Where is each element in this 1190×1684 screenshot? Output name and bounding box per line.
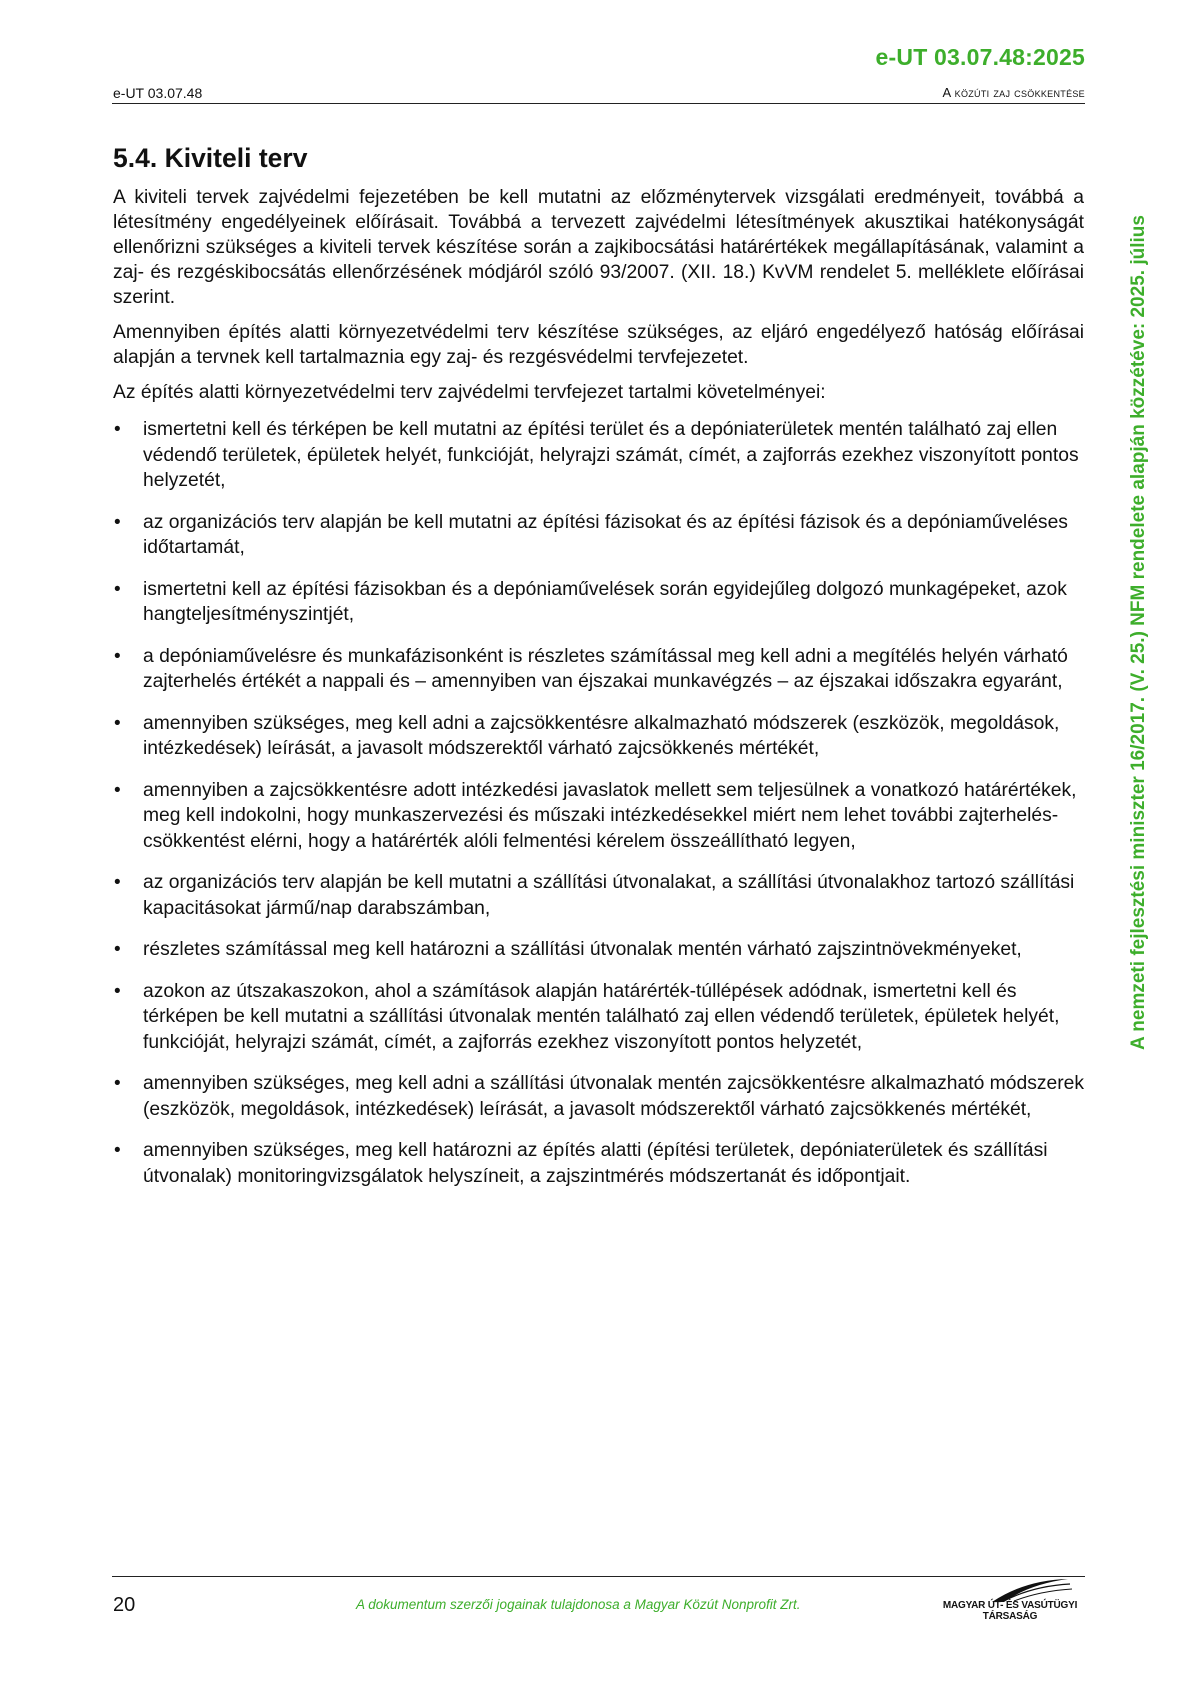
list-item-text: amennyiben szükséges, meg kell határozni az építés alatti (építési területek, depóniaterületek és szállítási útvonalak) monitoringvizsgálatok helyszíneit, a zajszintmérés módszertanát és időpontjait. [143, 1140, 1048, 1187]
list-item-text: amennyiben a zajcsökkentésre adott intézkedési javaslatok mellett sem teljesülnek a vonatkozó határértékek, meg kell indokolni, hogy munkaszervezési és műszaki intézkedésekkel miért nem lehet további zajterhelés-csökkentést elérni, hogy a határérték alóli felmentési kérelem összeállítható legyen, [143, 779, 1077, 852]
list-item-text: a depóniaművelésre és munkafázisonként is részletes számítással meg kell adni a megítélés helyén várható zajterhelés értékét a nappali és – amennyiben van éjszakai munkavégzés – az éjszakai időszakra egyaránt, [143, 645, 1068, 692]
list-item [113, 577, 1084, 628]
list-item [113, 870, 1084, 921]
list-item-text: az organizációs terv alapján be kell mutatni az építési fázisokat és az építési fázisok és a depóniaműveléses időtartamát, [143, 511, 1068, 558]
list-item-text: ismertetni kell és térképen be kell mutatni az építési terület és a depóniaterületek mentén található zaj ellen védendő területek, épületek helyét, funkcióját, helyrajzi számát, címét, a zajforrás ezekhez viszonyított pontos helyzetét, [143, 419, 1079, 491]
organization-logo [930, 1576, 1090, 1626]
bullet-icon: • [114, 980, 121, 1002]
document-code: e-UT 03.07.48:2025 [875, 44, 1085, 70]
list-item-text: amennyiben szükséges, meg kell adni a zajcsökkentésre alkalmazható módszerek (eszközök, megoldások, intézkedések) leírását, a javasolt módszerektől várható zajcsökkenés mértékét, [143, 712, 1060, 759]
header-rule [112, 103, 1085, 104]
bullet-icon: • [114, 578, 121, 600]
page-content [113, 143, 1084, 1205]
list-item [113, 979, 1084, 1056]
requirements-list [113, 417, 1084, 1189]
bullet-icon: • [114, 1140, 121, 1161]
section-title: 5.4. Kiviteli terv [113, 143, 308, 173]
list-item-text: amennyiben szükséges, meg kell adni a szállítási útvonalak mentén zajcsökkentésre alkalmazható módszerek (eszközök, megoldások, intézkedések) leírását, a javasolt módszerektől várható zajcsökkenés mértékét, [143, 1073, 1084, 1120]
bullet-icon: • [114, 511, 121, 533]
paragraph-requirements-lead: Az építés alatti környezetvédelmi terv zajvédelmi tervfejezet tartalmi követelményei: [113, 382, 826, 403]
list-item [113, 417, 1084, 494]
list-item-text: részletes számítással meg kell határozni a szállítási útvonalak mentén várható zajszintnövekményeket, [143, 939, 1022, 960]
page-number: 20 [113, 1594, 136, 1616]
list-item-text: ismertetni kell az építési fázisokban és a depóniaművelések során egyidejűleg dolgozó munkagépeket, azok hangteljesítményszintjét, [143, 578, 1067, 625]
bullet-icon: • [114, 419, 121, 440]
copyright-notice: A dokumentum szerzői jogainak tulajdonosa a Magyar Közút Nonprofit Zrt. [356, 1597, 801, 1612]
organization-name: MAGYAR ÚT- ÉS VASÚTÜGYI TÁRSASÁG [942, 1600, 1078, 1622]
bullet-icon: • [114, 645, 121, 667]
list-item [113, 1071, 1084, 1122]
bullet-icon: • [114, 872, 121, 893]
bullet-icon: • [114, 1073, 121, 1094]
header-right-title: A közúti zaj csökkentése [942, 85, 1085, 100]
list-item-text: az organizációs terv alapján be kell mutatni a szállítási útvonalakat, a szállítási útvonalakhoz tartozó szállítási kapacitásokat jármű/nap darabszámban, [143, 872, 1075, 919]
list-item [113, 644, 1084, 695]
list-item [113, 510, 1084, 561]
paragraph-intro: A kiviteli tervek zajvédelmi fejezetében be kell mutatni az előzménytervek vizsgálati eredményeit, továbbá a létesítmény engedélyeinek előírásait. Továbbá a tervezett zajvédelmi létesítmények akusztikai hatékonyságát ellenőrizni szükséges a kiviteli tervek készítése során a zajkibocsátási határértékek megállapításának, valamint a zaj- és rezgéskibocsátás ellenőrzésének módjáról szóló 93/2007. (XII. 18.) KvVM rendelet 5. melléklete előírásai szerint. [113, 187, 1084, 308]
list-item [113, 711, 1084, 762]
list-item [113, 778, 1084, 855]
bullet-icon: • [114, 779, 121, 801]
list-item [113, 937, 1084, 963]
header-left-code: e-UT 03.07.48 [113, 85, 203, 101]
list-item-text: azokon az útszakaszokon, ahol a számítások alapján határérték-túllépések adódnak, ismertetni kell és térképen be kell mutatni a szállítási útvonalak mentén található zaj ellen védendő területek, épületek helyét, funkcióját, helyrajzi számát, címét, a zajforrás ezekhez viszonyított pontos helyzetét, [143, 980, 1060, 1053]
side-note-text: A nemzeti fejlesztési miniszter 16/2017. (V. 25.) NFM rendelete alapján közzétéve: 2025. július [1128, 215, 1149, 1050]
bullet-icon: • [114, 712, 121, 734]
bullet-icon: • [114, 939, 121, 960]
paragraph-construction-plan: Amennyiben építés alatti környezetvédelmi terv készítése szükséges, az eljáró engedélyező hatóság előírásai alapján a tervnek kell tartalmaznia egy zaj- és rezgésvédelmi tervfejezetet. [113, 322, 1084, 368]
list-item [113, 1138, 1084, 1189]
